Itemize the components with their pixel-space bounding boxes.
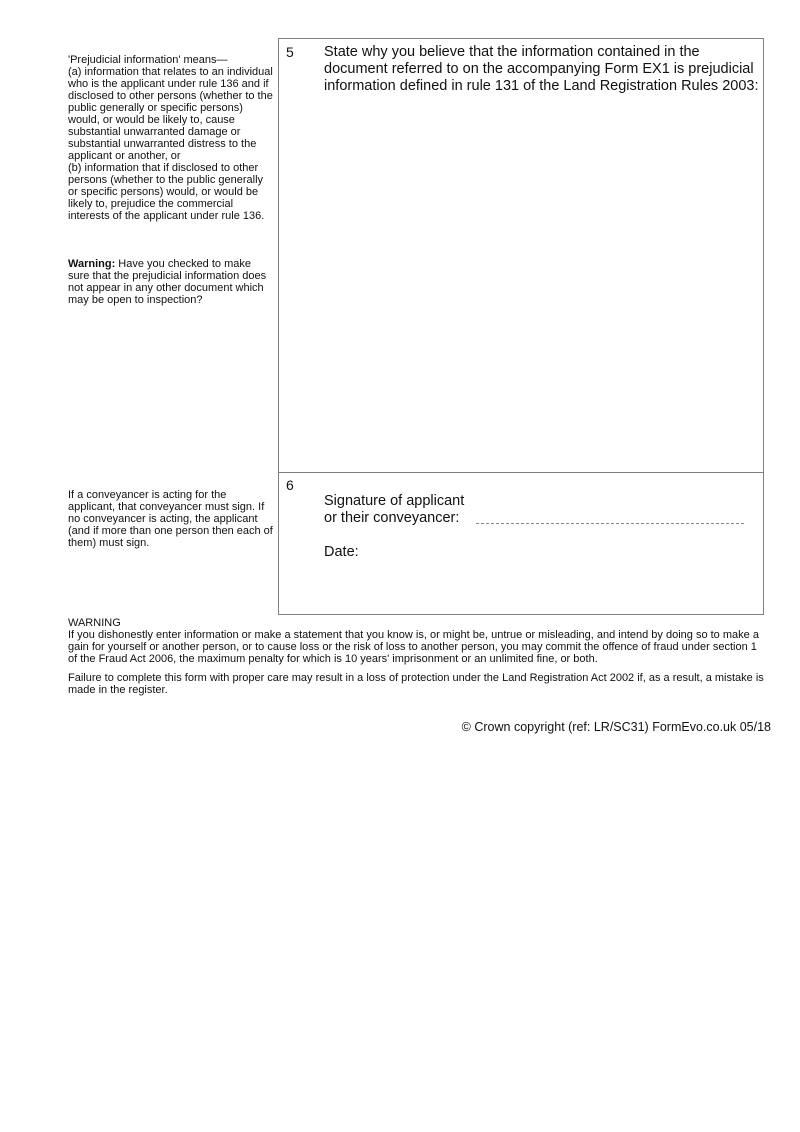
copyright-notice: © Crown copyright (ref: LR/SC31) FormEvo.co.uk 05/18 [461, 720, 771, 734]
section-5-panel[interactable] [278, 38, 764, 473]
section-5-number: 5 [286, 44, 294, 60]
footer-warning [68, 617, 768, 703]
section-6-panel [278, 472, 764, 615]
warning-heading: WARNING [68, 617, 121, 629]
fraud-warning-text: If you dishonestly enter information or make a statement that you know is, or might be, untrue or misleading, and intend by doing so to make a gain for yourself or another person, or to cause loss or the risk of loss to another person, you may commit the offence of fraud under section 1 of the Fraud Act 2006, the maximum penalty for which is 10 years' imprisonment or an unlimited fine, or both. [68, 629, 759, 665]
section-5-question: State why you believe that the information contained in the document referred to on the accompanying Form EX1 is prejudicial information defined in rule 131 of the Land Registration Rules 2003: [324, 44, 759, 94]
warning-text: Have you checked to make sure that the prejudicial information does not appear in any other document which may be open to inspection? [68, 258, 267, 306]
date-label: Date: [324, 544, 359, 560]
prejudicial-information-definition: 'Prejudicial information' means— (a) information that relates to an individual who is the applicant under rule 136 and if disclosed to other persons (whether to the public generally or specific persons) would, or would be likely to, cause substantial unwarranted damage or substantial unwarranted distress to the applicant or another, or (b) information that if disclosed to other persons (whether to the public generally or specific persons) would, or would be likely to, prejudice the commercial interests of the applicant under rule 136. [68, 54, 273, 222]
section-5-guidance [68, 42, 273, 318]
signature-label: Signature of applicant or their conveyancer: [324, 493, 465, 526]
warning-label: Warning: [68, 258, 116, 270]
prejudicial-warning [68, 258, 273, 306]
section-6-number: 6 [286, 477, 294, 493]
failure-notice: Failure to complete this form with proper care may result in a loss of protection under the Land Registration Act 2002 if, as a result, a mistake is made in the register. [68, 672, 764, 696]
signature-field[interactable] [476, 523, 744, 524]
section-6-guidance: If a conveyancer is acting for the applicant, that conveyancer must sign. If no conveyancer is acting, the applicant (and if more than one person then each of them) must sign. [68, 489, 273, 549]
spacer [68, 234, 273, 246]
